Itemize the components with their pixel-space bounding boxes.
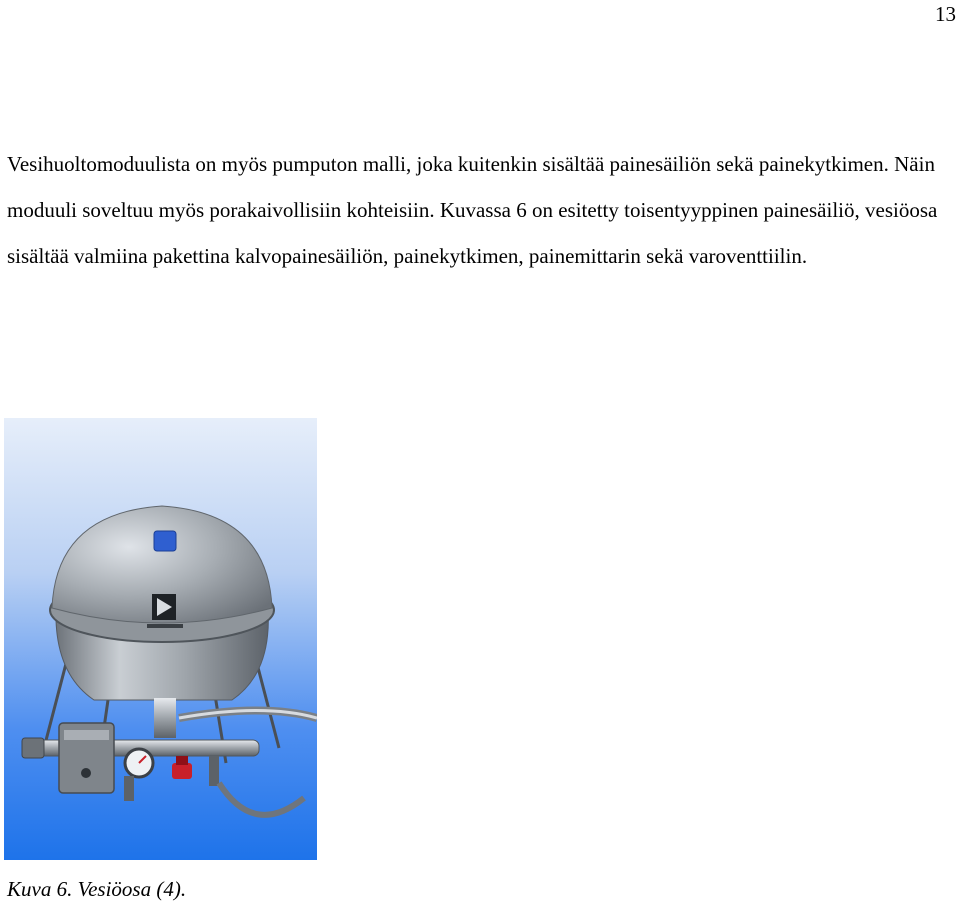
pipe-end-left xyxy=(22,738,44,758)
tank-cap-icon xyxy=(154,531,176,551)
body-paragraph: Vesihuoltomoduulista on myös pumputon malli, joka kuitenkin sisältää painesäiliön sekä painekytkimen. Näin moduuli soveltuu myös porakaivollisiin kohteisiin. Kuvassa 6 on esitetty toisentyyppinen painesäiliö, vesiöosa sisältää valmiina pakettina kalvopainesäiliön, painekytkimen, painemittarin sekä varoventtiilin. xyxy=(7,152,938,268)
tank-stem xyxy=(154,698,176,738)
figure-photo-pressure-tank xyxy=(4,418,317,860)
figure-caption: Kuva 6. Vesiöosa (4). xyxy=(7,877,187,901)
page-number: 13 xyxy=(935,2,956,26)
